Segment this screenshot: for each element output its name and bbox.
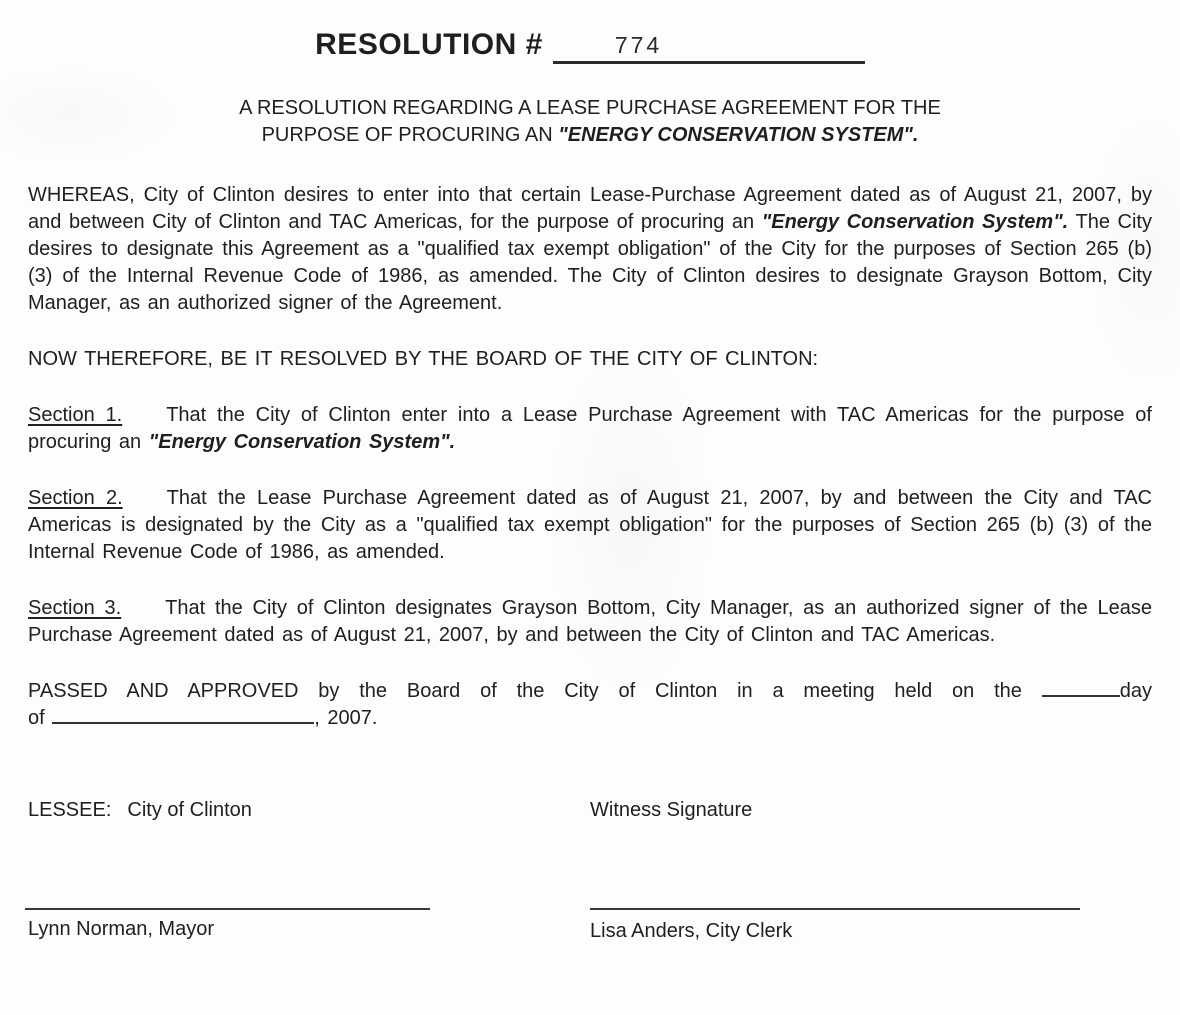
- passed-year: , 2007.: [314, 707, 378, 729]
- clerk-signature-line: [590, 908, 1080, 910]
- lessee-value: City of Clinton: [127, 799, 252, 821]
- signature-header-row: [28, 798, 1152, 822]
- document-subtitle: [28, 95, 1152, 149]
- whereas-text-1: WHEREAS, City of Clinton desires to enter into that certain Lease-Purchase Agreement dated as of August 21, 2007, by and between City of Clinton and TAC Americas, for the purpose of procuring an: [28, 184, 1152, 233]
- day-blank-line: [1042, 681, 1120, 697]
- section-2-label: Section 2.: [28, 487, 123, 509]
- passed-approved-paragraph: [28, 678, 1152, 732]
- mayor-name: Lynn Norman, Mayor: [28, 918, 214, 940]
- resolution-number: 774: [614, 32, 663, 58]
- mayor-signature-line: [25, 908, 430, 910]
- lessee-label: LESSEE:: [28, 799, 112, 821]
- clerk-signature-block: [590, 908, 1152, 943]
- whereas-text-2: The City desires to designate this Agreement as a "qualified tax exempt obligation" of the City for the purposes of Section 265 (b) (3) of the Internal Revenue Code of 1986, as amended. The City of Clinton desires to designate Grayson Bottom, City Manager, as an authorized signer of the Agreement.: [28, 211, 1152, 314]
- passed-day-word: day: [1119, 680, 1152, 702]
- section-2-text: That the Lease Purchase Agreement dated as of August 21, 2007, by and between the City and TAC Americas is designated by the City as a "qualified tax exempt obligation" for the purposes of Section 265 (b) (3) of the Internal Revenue Code of 1986, as amended.: [28, 487, 1152, 563]
- resolved-clause: NOW THEREFORE, BE IT RESOLVED BY THE BOARD OF THE CITY OF CLINTON:: [28, 348, 819, 370]
- passed-of-word: of: [28, 707, 53, 729]
- month-blank-line: [52, 708, 314, 724]
- clerk-name: Lisa Anders, City Clerk: [590, 920, 793, 942]
- section-3-paragraph: [28, 595, 1152, 649]
- signature-lines-row: [28, 908, 1152, 943]
- passed-line-1: [28, 678, 1152, 705]
- subtitle-line1: A RESOLUTION REGARDING A LEASE PURCHASE AGREEMENT FOR THE: [239, 97, 941, 119]
- section-3-label: Section 3.: [28, 597, 122, 619]
- section-1-paragraph: [28, 402, 1152, 456]
- section-1-text: That the City of Clinton enter into a Lease Purchase Agreement with TAC Americas for the purpose of procuring an: [28, 404, 1152, 453]
- mayor-signature-block: [28, 908, 590, 943]
- section-1-emphasis: "Energy Conservation System".: [148, 431, 456, 453]
- passed-line-2: [28, 705, 1152, 732]
- section-2-paragraph: [28, 485, 1152, 566]
- resolution-number-line: [553, 23, 865, 64]
- section-1-label: Section 1.: [28, 404, 123, 426]
- whereas-paragraph: [28, 182, 1152, 317]
- subtitle-line2-prefix: PURPOSE OF PROCURING AN: [261, 124, 559, 146]
- whereas-emphasis: "Energy Conservation System".: [761, 211, 1069, 233]
- subtitle-line2-emphasis: "ENERGY CONSERVATION SYSTEM".: [558, 124, 919, 146]
- section-3-text: That the City of Clinton designates Grayson Bottom, City Manager, as an authorized signer of the Lease Purchase Agreement dated as of August 21, 2007, by and between the City of Clinton and TAC Americas.: [28, 597, 1152, 646]
- passed-text: PASSED AND APPROVED by the Board of the City of Clinton in a meeting held on the: [28, 680, 1042, 702]
- lessee-cell: [28, 798, 590, 822]
- document-title: RESOLUTION #: [315, 28, 543, 61]
- witness-signature-label: Witness Signature: [590, 799, 753, 821]
- document-title-row: [28, 14, 1152, 64]
